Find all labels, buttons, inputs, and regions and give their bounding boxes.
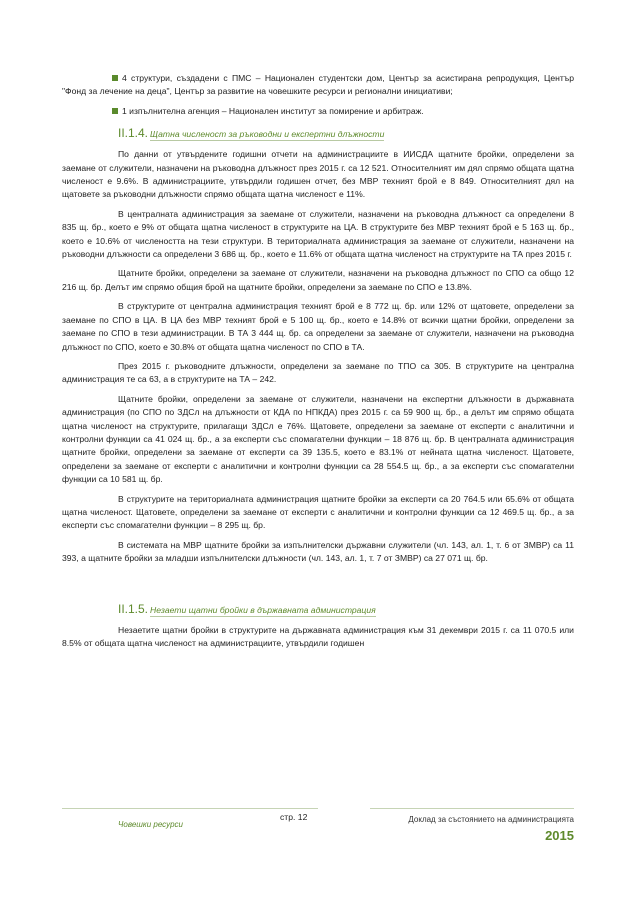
paragraph: В структурите от централна администрация техният брой е 8 772 щ. бр. или 12% от щатовете, определени за заемане по СПО в ЦА. В ЦА без МВР техният брой е 5 100 щ. бр., което е 14.8% от всички щатни бройки, определени за заемане по СПО в тези администрации. В ТА 3 444 щ. бр. са определени за заемане от служители, назначени на ръководна длъжност по СПО, което е 30.8% от общата щатна численост по СПО в ТА. [62,301,574,352]
page-number: стр. 12 [280,812,308,822]
paragraph: В централната администрация за заемане от служители, назначени на ръководна длъжност са определени 8 835 щ. бр., което е 9% от общата щатна численост в структурите на ЦА. В структурите без МВР техният брой е 5 163 щ. бр., което е 10.6% от числеността на тези структури. В териториалната администрация за заемане от служители, назначени на ръководни длъжности са определени 3 686 щ. бр., което е 11.6% от общата щатна численост на структурите на ТА през 2015 г. [62,208,574,260]
footer-section-label: Човешки ресурси [118,820,183,829]
footer-divider [370,808,574,809]
footer-report-title: Доклад за състоянието на администрацията [408,815,574,824]
bullet-item: 4 структури, създадени с ПМС – Национален студентски дом, Център за асистирана репродукция, Център "Фонд за лечение на деца", Център за развитие на човешките ресурси и регионални инициативи; [62,73,574,97]
section-title: Незаети щатни бройки в държавната администрация [150,604,376,615]
paragraph: Щатните бройки, определени за заемане от служители, назначени на ръководна длъжност по СПО са общо 12 216 щ. бр. Делът им спрямо общия брой на щатните бройки, определени за заемане по СПО е 13.8%. [62,268,574,292]
square-bullet-icon [112,108,118,114]
paragraph: В системата на МВР щатните бройки за изпълнителски държавни служители (чл. 143, ал. 1, т. 6 от ЗМВР) са 11 393, а щатните бройки за младши изпълнителски длъжности (чл. 143, ал. 1, т. 7 от ЗМВР) са 27 071 щ. бр. [62,539,574,564]
paragraph: По данни от утвърдените годишни отчети на администрациите в ИИСДА щатните бройки, определени за заемане от служители, назначени на ръководна длъжност през 2015 г. са 12 521. Относителният им дял спрямо общата щатна численост е 9.6%. В администрациите, утвърдили годишен отчет, без МВР техният брой е 8 849. Относителният дял на щатовете за ръководни длъжности спрямо общата щатна численост е 11%. [62,149,574,200]
paragraph: През 2015 г. ръководните длъжности, определени за заемане по ТПО са 305. В структурите на централна администрация те са 63, а в структурите на ТА – 242. [62,360,574,385]
paragraph: Незаетите щатни бройки в структурите на държавната администрация към 31 декември 2015 г. са 11 070.5 или 8.5% от общата щатна численост на администрациите, утвърдили годишен [62,624,574,648]
section-heading [118,602,574,616]
bullet-item: 1 изпълнителна агенция – Национален институт за помирение и арбитраж. [62,105,574,118]
paragraph: В структурите на териториалната администрация щатните бройки за експерти са 20 764.5 или 65.6% от общата щатна численост. Щатовете, определени за заемане от експерти с аналитични и контролни функции са 12 469.5 щ. бр., а за експерти със спомагателни функции – 8 295 щ. бр. [62,493,574,531]
page-content [62,72,574,656]
footer-divider [62,808,318,809]
section-heading [118,126,574,140]
section-number: II.1.4. [118,126,149,141]
page-footer [62,808,574,868]
section-title: Щатна численост за ръководни и експертни длъжности [150,129,385,140]
footer-year: 2015 [545,828,574,843]
square-bullet-icon [112,75,118,81]
section-number: II.1.5. [118,601,149,616]
paragraph: Щатните бройки, определени за заемане от служители, назначени на експертни длъжности в държавната администрация (по СПО по ЗДСл на длъжности от КДА по НПКДА) през 2015 г. са 59 900 щ. бр., а делът им спрямо общата щатна численост на структурите, прилагащи ЗДСл е 76%. Щатовете, определени за заемане от експерти с аналитични и контролни функции са 41 024 щ. бр., а за експерти със спомагателни функции – 18 876 щ. бр. В централната администрация щатните бройки, определени за заемане от експерти са 39 135.5, което е 83.1% от нейната щатна численост. Щатовете, определени за заемане от експерти с аналитични и контролни функции са 28 554.5 щ. бр., а за експерти със спомагателни функции са 10 581 щ. бр. [62,393,574,485]
